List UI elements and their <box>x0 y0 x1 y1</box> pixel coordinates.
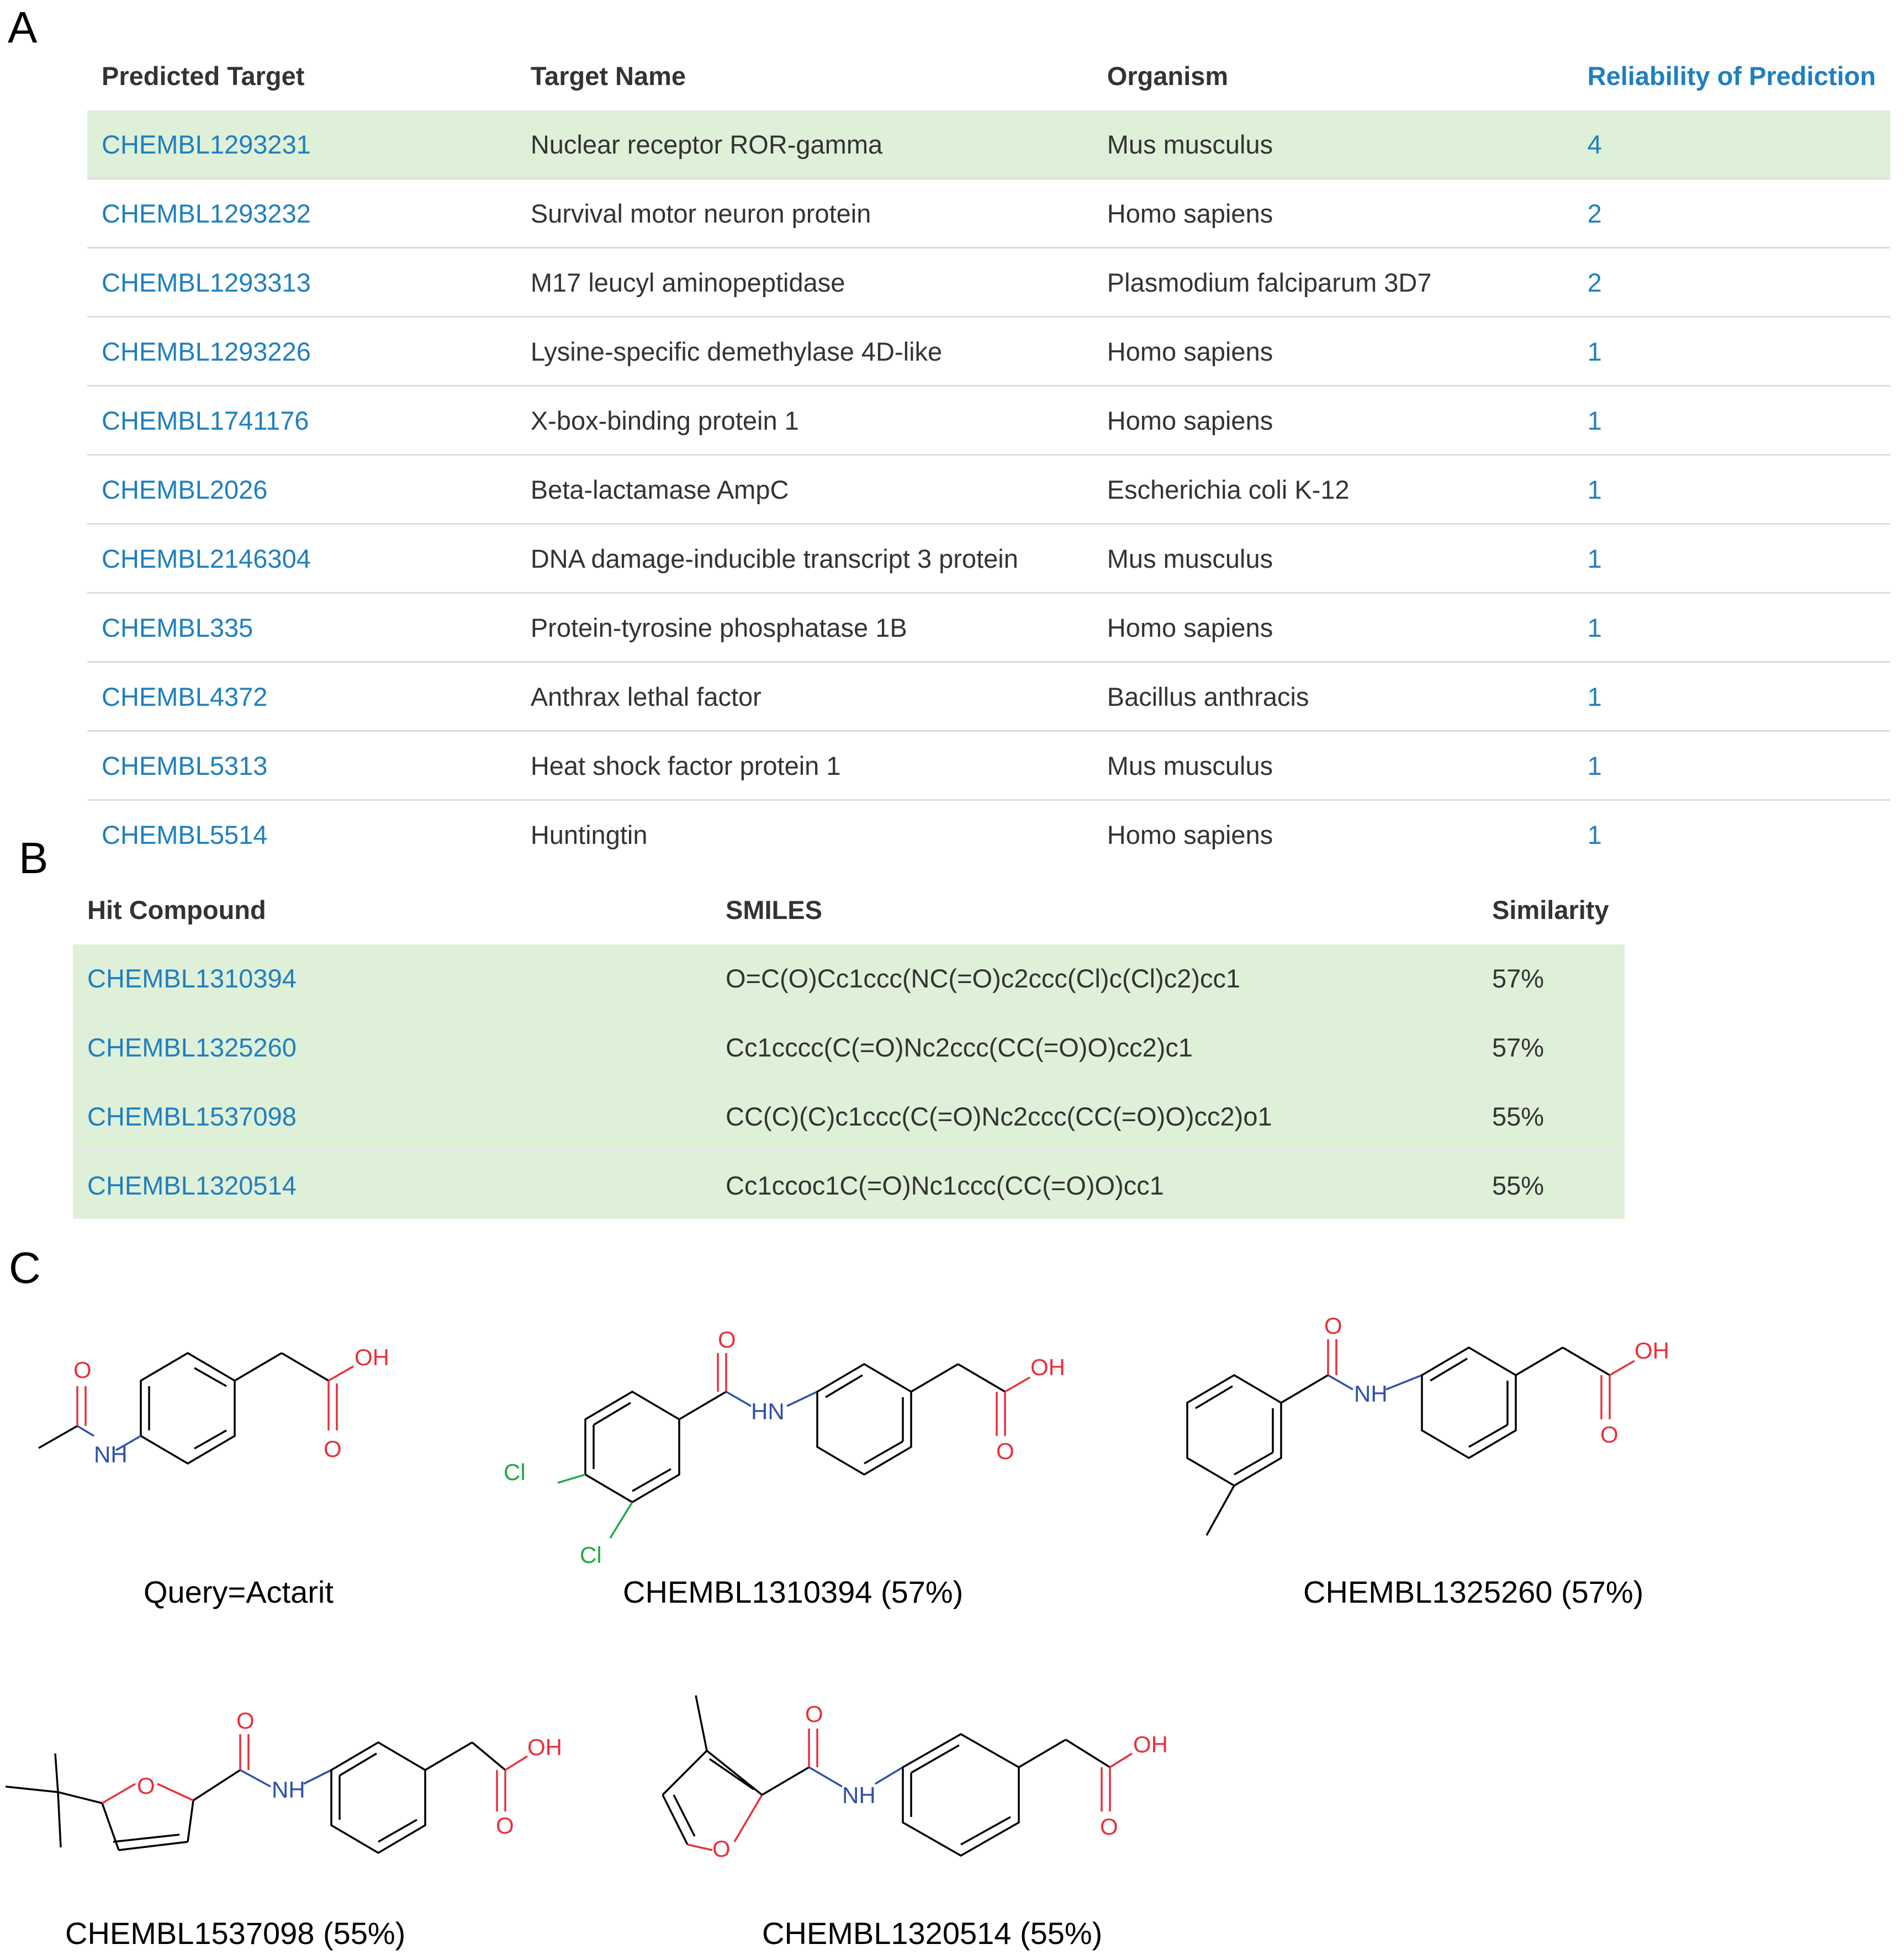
structure-chembl1320514 <box>652 1646 1259 1900</box>
target-id-link[interactable]: CHEMBL1293231 <box>87 110 516 179</box>
target-name: Huntingtin <box>516 800 1093 869</box>
reliability-link[interactable]: 1 <box>1573 386 1890 455</box>
hit-compound-link[interactable]: CHEMBL1325260 <box>73 1013 711 1082</box>
hn-label: HN <box>751 1398 785 1424</box>
organism: Escherichia coli K-12 <box>1093 455 1573 524</box>
reliability-link[interactable]: 1 <box>1573 731 1890 800</box>
o-label: O <box>496 1813 514 1839</box>
col-reliability-sort-link[interactable]: Reliability of Prediction <box>1587 61 1876 91</box>
target-id-link[interactable]: CHEMBL4372 <box>87 662 516 731</box>
o-label: O <box>718 1327 736 1353</box>
o-label: O <box>236 1708 255 1734</box>
reliability-link[interactable]: 1 <box>1573 662 1890 731</box>
target-name: Beta-lactamase AmpC <box>516 455 1093 524</box>
structure-chembl1310394 <box>486 1292 1093 1579</box>
target-name: Nuclear receptor ROR-gamma <box>516 110 1093 179</box>
smiles: CC(C)(C)c1ccc(C(=O)Nc2ccc(CC(=O)O)cc2)o1 <box>711 1082 1478 1151</box>
cl-label: Cl <box>580 1542 602 1568</box>
caption-chembl1325260: CHEMBL1325260 (57%) <box>1303 1575 1644 1609</box>
hit-compound-link[interactable]: CHEMBL1320514 <box>73 1151 711 1219</box>
panel-label-b: B <box>19 833 49 883</box>
o-label: O <box>324 1436 342 1462</box>
oh-label: OH <box>355 1344 389 1370</box>
table-row <box>87 110 1890 179</box>
caption-chembl1320514: CHEMBL1320514 (55%) <box>762 1916 1103 1951</box>
predicted-targets-table <box>87 41 1890 868</box>
caption-query-actarit: Query=Actarit <box>144 1575 334 1609</box>
table-row <box>73 1151 1625 1219</box>
target-id-link[interactable]: CHEMBL1293226 <box>87 317 516 386</box>
target-name: Heat shock factor protein 1 <box>516 731 1093 800</box>
target-id-link[interactable]: CHEMBL335 <box>87 593 516 662</box>
smiles: Cc1ccoc1C(=O)Nc1ccc(CC(=O)O)cc1 <box>711 1151 1478 1219</box>
reliability-link[interactable]: 4 <box>1573 110 1890 179</box>
table-row <box>87 662 1890 731</box>
reliability-link[interactable]: 2 <box>1573 179 1890 248</box>
cl-label: Cl <box>504 1459 526 1485</box>
table-row <box>73 944 1625 1013</box>
table-row <box>87 731 1890 800</box>
hit-compounds-table <box>73 875 1625 1219</box>
organism: Mus musculus <box>1093 524 1573 593</box>
o-label: O <box>805 1701 823 1727</box>
reliability-link[interactable]: 1 <box>1573 455 1890 524</box>
organism: Homo sapiens <box>1093 317 1573 386</box>
organism: Mus musculus <box>1093 110 1573 179</box>
table-row <box>87 593 1890 662</box>
reliability-link[interactable]: 1 <box>1573 593 1890 662</box>
similarity: 55% <box>1478 1151 1625 1219</box>
table-row <box>87 524 1890 593</box>
target-id-link[interactable]: CHEMBL1293313 <box>87 248 516 317</box>
reliability-link[interactable]: 2 <box>1573 248 1890 317</box>
oh-label: OH <box>1635 1338 1669 1364</box>
target-id-link[interactable]: CHEMBL5514 <box>87 800 516 869</box>
table-row <box>87 800 1890 869</box>
organism: Mus musculus <box>1093 731 1573 800</box>
structure-actarit <box>17 1298 514 1607</box>
table-row <box>87 455 1890 524</box>
col-predicted-target[interactable]: Predicted Target <box>102 61 305 91</box>
target-id-link[interactable]: CHEMBL2146304 <box>87 524 516 593</box>
smiles: O=C(O)Cc1ccc(NC(=O)c2ccc(Cl)c(Cl)c2)cc1 <box>711 944 1478 1013</box>
reliability-link[interactable]: 1 <box>1573 317 1890 386</box>
table-header-row <box>87 41 1890 110</box>
organism: Homo sapiens <box>1093 800 1573 869</box>
target-name: M17 leucyl aminopeptidase <box>516 248 1093 317</box>
oh-label: OH <box>1133 1731 1168 1757</box>
caption-chembl1310394: CHEMBL1310394 (57%) <box>623 1575 964 1609</box>
target-name: X-box-binding protein 1 <box>516 386 1093 455</box>
col-similarity[interactable]: Similarity <box>1492 895 1609 924</box>
target-id-link[interactable]: CHEMBL1293232 <box>87 179 516 248</box>
col-hit-compound[interactable]: Hit Compound <box>87 895 266 924</box>
caption-chembl1537098: CHEMBL1537098 (55%) <box>65 1916 406 1951</box>
nh-label: NH <box>272 1777 305 1803</box>
table-row <box>73 1082 1625 1151</box>
table-row <box>87 317 1890 386</box>
target-name: Survival motor neuron protein <box>516 179 1093 248</box>
o-label: O <box>996 1438 1014 1464</box>
oh-label: OH <box>1030 1354 1065 1380</box>
target-id-link[interactable]: CHEMBL5313 <box>87 731 516 800</box>
organism: Plasmodium falciparum 3D7 <box>1093 248 1573 317</box>
panel-label-a: A <box>8 3 38 52</box>
similarity: 55% <box>1478 1082 1625 1151</box>
smiles: Cc1cccc(C(=O)Nc2ccc(CC(=O)O)cc2)c1 <box>711 1013 1478 1082</box>
nh-label: NH <box>94 1441 128 1467</box>
table-row <box>73 1013 1625 1082</box>
nh-label: NH <box>842 1782 876 1808</box>
hit-compound-link[interactable]: CHEMBL1310394 <box>73 944 711 1013</box>
nh-label: NH <box>1354 1381 1388 1407</box>
o-label: O <box>73 1357 92 1383</box>
structure-chembl1325260 <box>1149 1287 1839 1574</box>
organism: Homo sapiens <box>1093 593 1573 662</box>
target-name: Protein-tyrosine phosphatase 1B <box>516 593 1093 662</box>
col-organism[interactable]: Organism <box>1107 61 1229 91</box>
o-label: O <box>137 1773 155 1799</box>
col-target-name[interactable]: Target Name <box>530 61 686 91</box>
target-name: Lysine-specific demethylase 4D-like <box>516 317 1093 386</box>
panel-label-c: C <box>9 1243 41 1292</box>
reliability-link[interactable]: 1 <box>1573 524 1890 593</box>
structure-chembl1537098 <box>6 1651 613 1883</box>
hit-compound-link[interactable]: CHEMBL1537098 <box>73 1082 711 1151</box>
table-row <box>87 248 1890 317</box>
organism: Homo sapiens <box>1093 386 1573 455</box>
organism: Bacillus anthracis <box>1093 662 1573 731</box>
target-id-link[interactable]: CHEMBL2026 <box>87 455 516 524</box>
table-row <box>87 179 1890 248</box>
o-label: O <box>712 1836 731 1862</box>
o-label: O <box>1100 1814 1118 1840</box>
col-smiles[interactable]: SMILES <box>726 895 822 924</box>
o-label: O <box>1324 1313 1342 1339</box>
reliability-link[interactable]: 1 <box>1573 800 1890 869</box>
organism: Homo sapiens <box>1093 179 1573 248</box>
table-header-row <box>73 875 1625 944</box>
similarity: 57% <box>1478 1013 1625 1082</box>
table-row <box>87 386 1890 455</box>
target-name: Anthrax lethal factor <box>516 662 1093 731</box>
o-label: O <box>1600 1422 1619 1447</box>
similarity: 57% <box>1478 944 1625 1013</box>
oh-label: OH <box>527 1734 562 1760</box>
target-id-link[interactable]: CHEMBL1741176 <box>87 386 516 455</box>
target-name: DNA damage-inducible transcript 3 protein <box>516 524 1093 593</box>
